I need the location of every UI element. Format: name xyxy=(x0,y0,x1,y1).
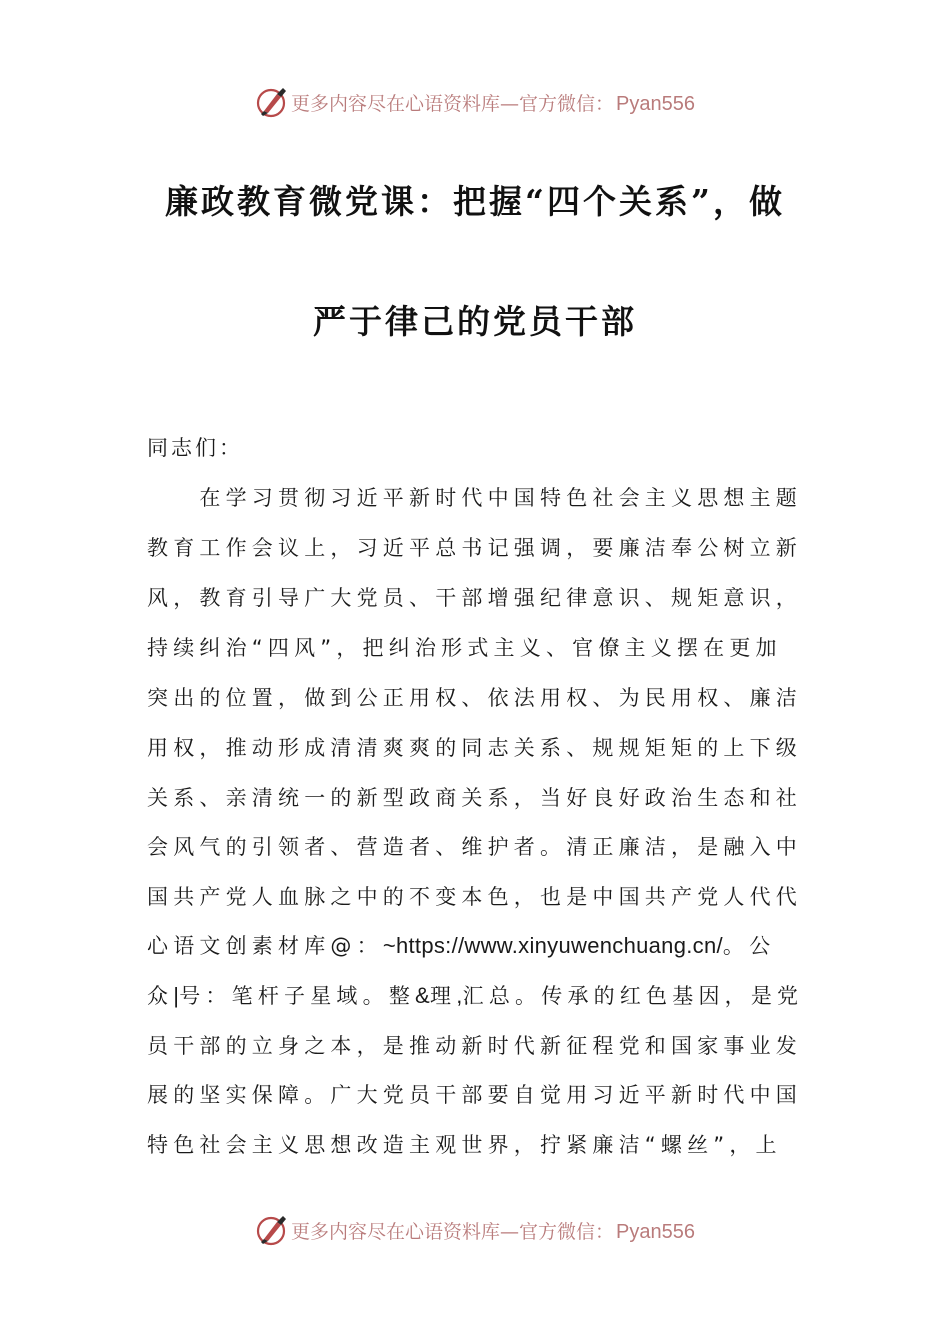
body-line-with-url: 心语文创素材库@：~https://www.xinyuwenchuang.cn/。公 xyxy=(147,933,776,958)
body-line: 在学习贯彻习近平新时代中国特色社会主义思想主题 xyxy=(147,486,802,510)
pen-logo-icon xyxy=(255,1213,289,1247)
header-watermark-text: 更多内容尽在心语资料库—官方微信： Pyan556 xyxy=(291,92,695,115)
document-title-line-2: 严于律己的党员干部 xyxy=(313,302,637,341)
body-line: 会风气的引领者、营造者、维护者。清正廉洁，是融入中 xyxy=(147,835,802,859)
embedded-url: ~https://www.xinyuwenchuang.cn/ xyxy=(382,933,723,958)
body-line: 国共产党人血脉之中的不变本色，也是中国共产党人代代 xyxy=(147,885,802,909)
body-line: 持续纠治“四风”，把纠治形式主义、官僚主义摆在更加 xyxy=(147,636,782,660)
header-watermark-banner xyxy=(0,82,950,122)
footer-watermark-banner xyxy=(0,1210,950,1250)
pen-logo-icon xyxy=(255,85,289,119)
body-line: 教育工作会议上，习近平总书记强调，要廉洁奉公树立新 xyxy=(147,536,802,560)
body-line: 突出的位置，做到公正用权、依法用权、为民用权、廉洁 xyxy=(147,686,802,710)
header-wechat-id: Pyan556 xyxy=(616,92,695,115)
body-line: 关系、亲清统一的新型政商关系，当好良好政治生态和社 xyxy=(147,786,802,810)
salutation: 同志们： xyxy=(147,436,243,460)
body-line: 员干部的立身之本，是推动新时代新征程党和国家事业发 xyxy=(147,1034,802,1058)
footer-wechat-id: Pyan556 xyxy=(616,1220,695,1243)
document-title-line-1: 廉政教育微党课：把握“四个关系”，做 xyxy=(165,182,785,221)
body-line: 展的坚实保障。广大党员干部要自觉用习近平新时代中国 xyxy=(147,1083,802,1107)
footer-watermark-text: 更多内容尽在心语资料库—官方微信： Pyan556 xyxy=(291,1220,695,1243)
body-line: 特色社会主义思想改造主观世界，拧紧廉洁“螺丝”，上 xyxy=(147,1133,782,1157)
body-line: 众|号：笔杆子星域。整&理,汇总。传承的红色基因，是党 xyxy=(147,983,804,1008)
body-line: 用权，推动形成清清爽爽的同志关系、规规矩矩的上下级 xyxy=(147,736,802,760)
body-line: 风，教育引导广大党员、干部增强纪律意识、规矩意识， xyxy=(147,586,802,610)
